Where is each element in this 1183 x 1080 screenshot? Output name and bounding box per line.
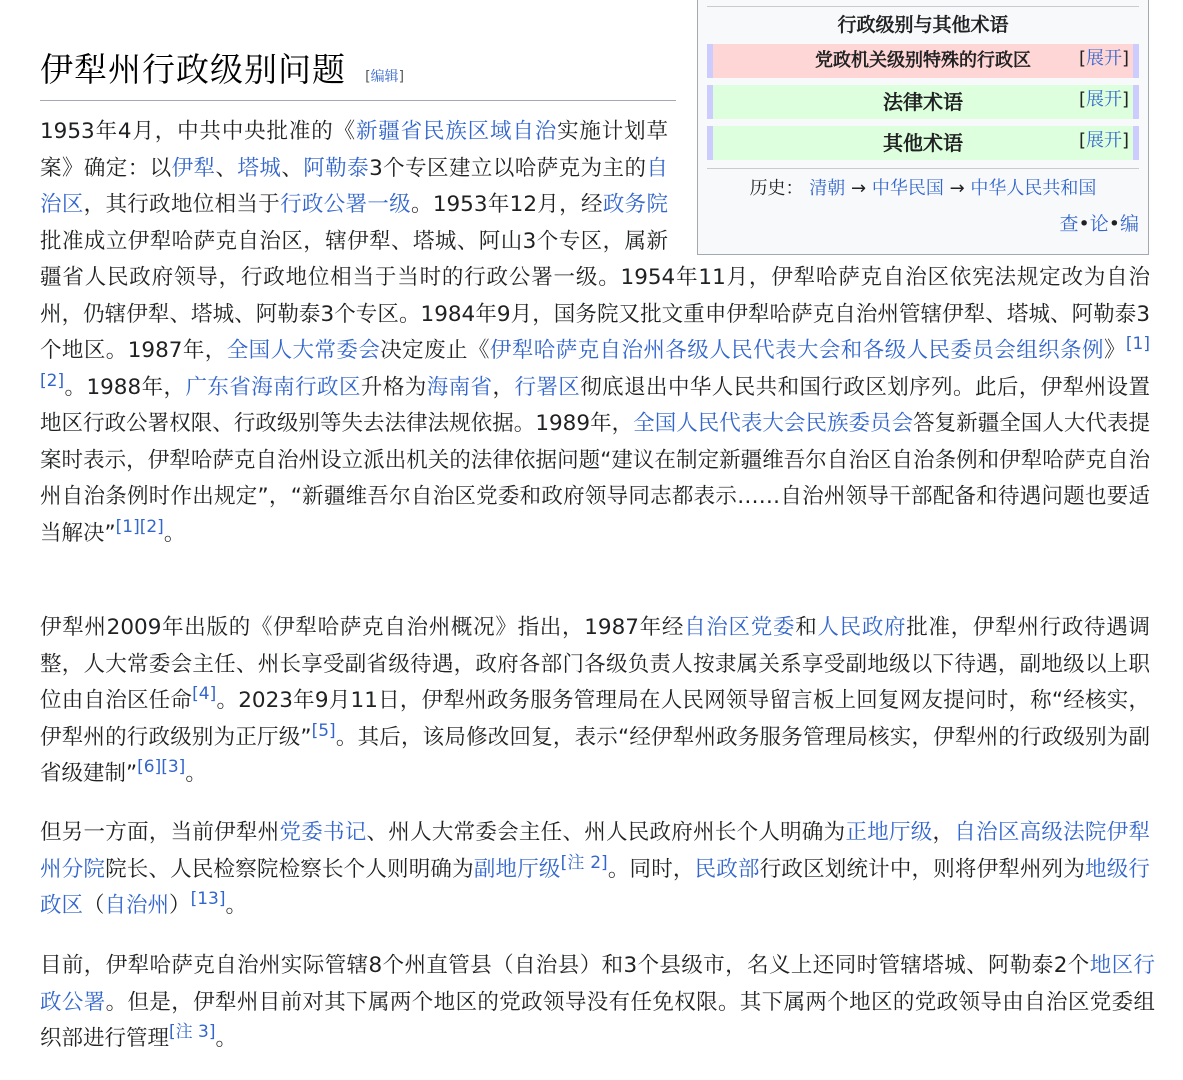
paragraph-current: [40, 948, 1155, 1058]
link-hainan-province[interactable]: 海南省: [426, 374, 493, 400]
navbox-group-special-regions: [707, 44, 1139, 78]
text: ，: [492, 374, 515, 400]
note-link[interactable]: [注 2]: [560, 852, 608, 873]
text: 。: [215, 1026, 238, 1051]
link-npc-ethnic-committee[interactable]: 全国人民代表大会民族委员会: [633, 411, 914, 436]
link-peoples-government[interactable]: 人民政府: [817, 615, 907, 640]
text: 》: [1103, 338, 1126, 363]
link-autonomous-prefecture[interactable]: 自治州: [104, 893, 170, 918]
expand-link[interactable]: 展开: [1085, 48, 1122, 69]
text: 。其后，该局修改回复，表示“经伊犁州政务服务管理局核实，伊犁州的行政级别为副省级建制”: [40, 724, 1150, 786]
edit-section[interactable]: [编辑]: [365, 69, 405, 85]
link-deputy-bureau-level[interactable]: 副地厅级: [473, 856, 561, 882]
text: 但另一方面，当前伊犁州: [40, 820, 280, 845]
text: ，: [932, 820, 955, 845]
text: 彻底退出中华人民共和国行政区划序列。此后，伊犁州设置地区行政公署权限、行政级别等失去法律法规依据。1989年，: [40, 374, 1150, 436]
expand-link[interactable]: 展开: [1085, 130, 1122, 151]
section-title: 伊犁州行政级别问题: [40, 50, 346, 89]
link-xinjiang-autonomy[interactable]: 新疆省民族区域自治: [355, 119, 558, 144]
text: 、州人大常委会主任、州人民政府州长个人明确为: [366, 820, 846, 845]
expand-link[interactable]: 展开: [1085, 89, 1122, 110]
text: 行政区划统计中，则将伊犁州列为: [759, 856, 1086, 882]
navbox-group-label: 党政机关级别特殊的行政区: [815, 50, 1031, 71]
link-bureau-level[interactable]: 正地厅级: [845, 820, 933, 845]
vte-talk-link[interactable]: 论: [1089, 213, 1109, 235]
expand-toggle[interactable]: [展开]: [1078, 89, 1129, 110]
text: ，其行政地位相当于: [83, 192, 281, 217]
expand-toggle[interactable]: [展开]: [1078, 130, 1129, 151]
navbox-title: 行政级别与其他术语: [707, 6, 1139, 37]
vte-edit-link[interactable]: 编: [1119, 213, 1139, 235]
text: 决定废止《: [380, 338, 490, 363]
text: 伊犁州2009年出版的《伊犁哈萨克自治州概况》指出，1987年经: [40, 615, 685, 640]
reference-link[interactable]: [1][2]: [40, 333, 1150, 391]
link-ili[interactable]: 伊犁: [171, 155, 216, 181]
navbox-spacer: [668, 114, 1150, 260]
text: （: [83, 893, 105, 918]
text: 升格为: [360, 374, 427, 400]
text: ）: [169, 893, 191, 918]
link-prefecture-office[interactable]: 行政公署一级: [280, 192, 411, 217]
link-prefecture-district[interactable]: 行署区: [514, 374, 581, 400]
link-guangdong-hainan[interactable]: 广东省海南行政区: [185, 374, 361, 400]
note-link[interactable]: [注 3]: [169, 1021, 216, 1042]
link-high-court-ili-branch[interactable]: 自治区高级法院伊犁州分院: [40, 820, 1150, 882]
link-party-secretary[interactable]: 党委书记: [279, 820, 367, 845]
text: 。: [225, 893, 247, 918]
navbox-group-label: 其他术语: [883, 131, 963, 155]
text: 3个专区建立以哈萨克为主的: [369, 155, 647, 181]
expand-toggle[interactable]: [展开]: [1078, 48, 1129, 69]
history-link-roc[interactable]: 中华民国: [871, 178, 944, 199]
text: 。: [163, 520, 186, 546]
text: 批准，伊犁州行政待遇调整，人大常委会主任、州长享受副省级待遇，政府各部门各级负责人按隶属关系享受副地级以下待遇，副地级以上职位由自治区任命: [40, 615, 1150, 713]
text: 批准成立伊犁哈萨克自治区，辖伊犁、塔城、阿山3个专区，属新疆省人民政府领导，行政地位相当于当时的行政公署一级。1954年11月，伊犁哈萨克自治区依宪法规定改为自治州，仍辖伊犁、塔城、阿勒泰3个专区。1984年9月，国务院又批文重申伊犁哈萨克自治州管辖伊犁、塔城、阿勒泰3个地区。1987年，: [40, 228, 1150, 363]
link-region-party-committee[interactable]: 自治区党委: [684, 615, 796, 640]
link-autonomous-region[interactable]: 自治区: [40, 155, 668, 217]
text: 、: [215, 155, 238, 181]
text: 。1988年，: [64, 374, 186, 400]
paragraph-history: [40, 114, 1150, 552]
text: 。: [185, 761, 207, 786]
text: 院长、人民检察院检察长个人则明确为: [105, 856, 474, 882]
dot-separator: •: [1078, 213, 1090, 235]
text: 。但是，伊犁州目前对其下属两个地区的党政领导没有任免权限。其下属两个地区的党政领导由自治区党委组织部进行管理: [40, 989, 1155, 1051]
text: 1953年4月，中共中央批准的《: [40, 119, 356, 144]
reference-link[interactable]: [13]: [190, 888, 226, 909]
text: 和: [795, 615, 818, 640]
link-state-council[interactable]: 政务院: [602, 192, 668, 217]
text: 。2023年9月11日，伊犁州政务服务管理局在人民网领导留言板上回复网友提问时，称“经核实，伊犁州的行政级别为正厅级”: [40, 688, 1150, 750]
arrow-icon: →: [949, 178, 965, 199]
link-altay[interactable]: 阿勒泰: [303, 155, 370, 181]
reference-link[interactable]: [1][2]: [115, 516, 164, 537]
history-link-prc[interactable]: 中华人民共和国: [970, 178, 1097, 199]
reference-link[interactable]: [4]: [192, 683, 217, 704]
link-ministry-civil-affairs[interactable]: 民政部: [694, 856, 760, 882]
vte-view-link[interactable]: 查: [1059, 213, 1079, 235]
reference-link[interactable]: [5]: [311, 720, 336, 741]
text: 目前，伊犁哈萨克自治州实际管辖8个州直管县（自治县）和3个县级市，名义上还同时管辖塔城、阿勒泰2个: [40, 953, 1090, 978]
arrow-icon: →: [851, 178, 867, 199]
dot-separator: •: [1108, 213, 1120, 235]
link-tacheng[interactable]: 塔城: [237, 155, 282, 181]
reference-link[interactable]: [6][3]: [137, 756, 186, 777]
navbox-group-label: 法律术语: [883, 90, 963, 114]
text: 、: [281, 155, 304, 181]
paragraph-official-rank: [40, 815, 1150, 925]
text: 。1953年12月，经: [411, 192, 603, 217]
link-prefecture-level-division[interactable]: 地级行政区: [40, 856, 1150, 918]
history-link-qing[interactable]: 清朝: [809, 178, 846, 199]
link-prefecture-admin-office[interactable]: 地区行政公署: [40, 953, 1155, 1015]
text: 实施计划草案》确定：以: [40, 119, 668, 181]
paragraph-treatment: [40, 610, 1150, 793]
history-label: 历史：: [749, 178, 804, 199]
link-npc-standing-committee[interactable]: 全国人大常委会: [226, 338, 381, 363]
link-ili-organization-regulation[interactable]: 伊犁哈萨克自治州各级人民代表大会和各级人民委员会组织条例: [489, 338, 1104, 363]
text: 。同时，: [607, 856, 695, 882]
edit-section-link[interactable]: 编辑: [370, 69, 399, 85]
text: 答复新疆全国人大代表提案时表示，伊犁哈萨克自治州设立派出机关的法律依据问题“建议在制定新疆维吾尔自治区自治条例和伊犁哈萨克自治州自治条例时作出规定”，“新疆维吾尔自治区党委和政府领导同志都表示……自治州领导干部配备和待遇问题也要适当解决”: [40, 411, 1150, 546]
section-heading: [40, 44, 676, 101]
